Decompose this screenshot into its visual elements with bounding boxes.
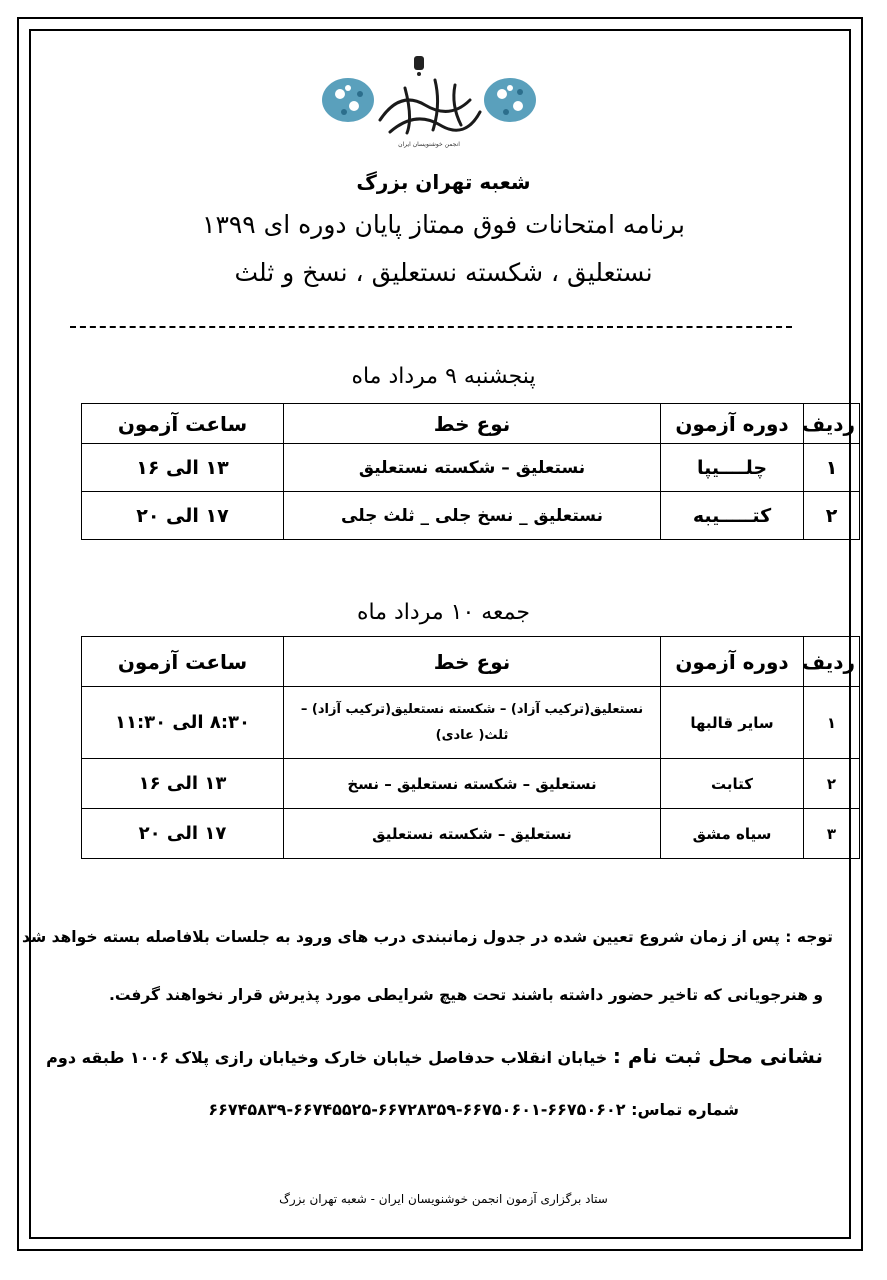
association-logo <box>320 50 538 155</box>
dashed-divider <box>70 326 792 328</box>
row-time: ۱۳ الی ۱۶ <box>82 759 284 809</box>
row-course: سیاه مشق <box>661 809 804 859</box>
row-course: سایر قالبها <box>661 687 804 759</box>
table-header-row <box>82 637 860 687</box>
contact-phones <box>0 1100 739 1119</box>
logo-text: انجمن خوشنویسان ایران <box>398 141 460 148</box>
row-time: ۱۳ الی ۱۶ <box>82 444 284 492</box>
col-header-course: دوره آزمون <box>661 404 804 444</box>
row-font: نستعلیق – شکسته نستعلیق <box>284 809 661 859</box>
notice-line-1: توجه : پس از زمان شروع تعیین شده در جدول زمانبندی درب های ورود به جلسات بلافاصله بسته خواهد شد <box>22 928 833 946</box>
page-title: برنامه امتحانات فوق ممتاز پایان دوره ای ۱۳۹۹ <box>202 210 685 239</box>
page-subtitle: نستعلیق ، شکسته نستعلیق ، نسخ و ثلث <box>234 258 653 287</box>
col-header-index: ردیف <box>804 404 860 444</box>
phone-numbers: ۶۶۷۵۰۶۰۲-۶۶۷۵۰۶۰۱-۶۶۷۲۸۳۵۹-۶۶۷۴۵۵۲۵-۶۶۷۴۵۸۳۹ <box>208 1100 626 1119</box>
table-header-row <box>82 404 860 444</box>
phone-label: شماره تماس: <box>631 1100 739 1119</box>
row-time: ۸:۳۰ الی ۱۱:۳۰ <box>82 687 284 759</box>
day1-schedule-table <box>81 403 860 540</box>
row-font: نستعلیق(ترکیب آزاد) – شکسته نستعلیق(ترکیب آزاد) – ثلث( عادی) <box>284 687 661 759</box>
address-text: خیابان انقلاب حدفاصل خیابان خارک وخیابان رازی پلاک ۱۰۰۶ طبقه دوم <box>46 1048 608 1067</box>
footer-credit: ستاد برگزاری آزمون انجمن خوشنویسان ایران - شعبه تهران بزرگ <box>279 1192 608 1206</box>
table-row <box>82 687 860 759</box>
row-index: ۲ <box>804 492 860 540</box>
day1-title: پنجشنبه ۹ مرداد ماه <box>351 364 536 389</box>
address-label: نشانی محل ثبت نام : <box>612 1044 823 1068</box>
day2-schedule-table <box>81 636 860 859</box>
row-course: کتابت <box>661 759 804 809</box>
notice-line-2: و هنرجویانی که تاخیر حضور داشته باشند تحت هیچ شرایطی مورد پذیرش قرار نخواهند گرفت. <box>108 986 823 1004</box>
col-header-time: ساعت آزمون <box>82 404 284 444</box>
col-header-course: دوره آزمون <box>661 637 804 687</box>
row-course: چلــــیپا <box>661 444 804 492</box>
row-index: ۱ <box>804 687 860 759</box>
registration-address <box>33 1044 823 1068</box>
col-header-time: ساعت آزمون <box>82 637 284 687</box>
col-header-index: ردیف <box>804 637 860 687</box>
day2-title: جمعه ۱۰ مرداد ماه <box>356 600 530 625</box>
table-row <box>82 492 860 540</box>
table-row <box>82 759 860 809</box>
row-index: ۳ <box>804 809 860 859</box>
row-index: ۱ <box>804 444 860 492</box>
col-header-font: نوع خط <box>284 404 661 444</box>
row-font: نستعلیق – شکسته نستعلیق – نسخ <box>284 759 661 809</box>
table-row <box>82 444 860 492</box>
row-course: کتـــــیبه <box>661 492 804 540</box>
col-header-font: نوع خط <box>284 637 661 687</box>
row-font: نستعلیق _ نسخ جلی _ ثلث جلی <box>284 492 661 540</box>
row-time: ۱۷ الی ۲۰ <box>82 809 284 859</box>
branch-title: شعبه تهران بزرگ <box>356 170 531 194</box>
row-time: ۱۷ الی ۲۰ <box>82 492 284 540</box>
table-row <box>82 809 860 859</box>
row-font: نستعلیق – شکسته نستعلیق <box>284 444 661 492</box>
row-index: ۲ <box>804 759 860 809</box>
